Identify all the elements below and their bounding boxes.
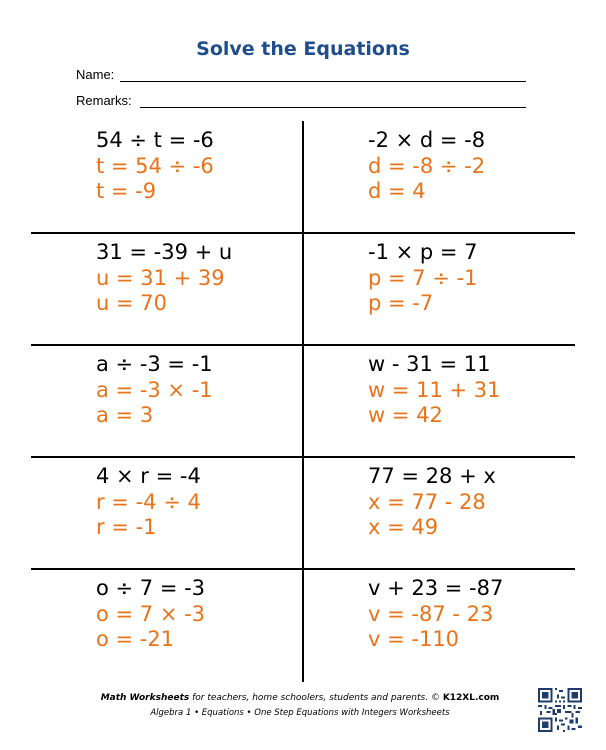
problem-answer: r = -1	[96, 515, 157, 539]
problem-answer: x = 49	[368, 515, 439, 539]
problem-question: v + 23 = -87	[368, 576, 504, 600]
name-label: Name:	[76, 67, 115, 82]
problem-5	[96, 352, 346, 429]
problem-answer: w = 42	[368, 403, 443, 427]
problem-1	[96, 128, 346, 205]
problem-step: x = 77 - 28	[368, 489, 486, 514]
problem-answer: a = 3	[96, 403, 154, 427]
problem-step: r = -4 ÷ 4	[96, 489, 201, 514]
problem-7	[96, 464, 346, 541]
problem-step: v = -87 - 23	[368, 601, 494, 626]
problem-6	[368, 352, 606, 429]
problem-step: d = -8 ÷ -2	[368, 153, 486, 178]
problem-answer: u = 70	[96, 291, 167, 315]
footer-subtitle: Algebra 1 • Equations • One Step Equations with Integers Worksheets	[150, 708, 450, 718]
grid-divider-row-1	[31, 232, 575, 234]
problem-step: u = 31 + 39	[96, 265, 225, 290]
grid-divider-row-3	[31, 456, 575, 458]
footer-tagline: for teachers, home schoolers, students and parents. ©	[189, 693, 443, 703]
problem-10	[368, 576, 606, 653]
footer-brand: Math Worksheets	[100, 693, 190, 703]
problem-step: a = -3 × -1	[96, 377, 213, 402]
problem-step: t = 54 ÷ -6	[96, 153, 214, 178]
footer-credit	[0, 693, 600, 703]
problem-question: w - 31 = 11	[368, 352, 491, 376]
problem-2	[368, 128, 606, 205]
problem-question: o ÷ 7 = -3	[96, 576, 206, 600]
problem-3	[96, 240, 346, 317]
qr-code-icon	[538, 688, 582, 732]
footer-site-link[interactable]: K12XL.com	[442, 693, 500, 703]
grid-divider-row-4	[31, 568, 575, 570]
worksheet-title: Solve the Equations	[196, 38, 410, 60]
problem-question: 31 = -39 + u	[96, 240, 233, 264]
problem-step: p = 7 ÷ -1	[368, 265, 478, 290]
remarks-label: Remarks:	[76, 93, 132, 108]
problem-answer: d = 4	[368, 179, 426, 203]
problem-8	[368, 464, 606, 541]
name-line[interactable]	[120, 81, 526, 82]
problem-grid	[31, 121, 575, 682]
problem-answer: p = -7	[368, 291, 434, 315]
problem-step: w = 11 + 31	[368, 377, 501, 402]
problem-answer: v = -110	[368, 627, 460, 651]
remarks-line[interactable]	[140, 107, 526, 108]
problem-9	[96, 576, 346, 653]
problem-answer: o = -21	[96, 627, 175, 651]
problem-question: 77 = 28 + x	[368, 464, 496, 488]
problem-question: a ÷ -3 = -1	[96, 352, 213, 376]
problem-question: 4 × r = -4	[96, 464, 201, 488]
problem-4	[368, 240, 606, 317]
problem-answer: t = -9	[96, 179, 157, 203]
problem-question: -1 × p = 7	[368, 240, 478, 264]
problem-question: -2 × d = -8	[368, 128, 486, 152]
problem-question: 54 ÷ t = -6	[96, 128, 214, 152]
grid-divider-row-2	[31, 344, 575, 346]
problem-step: o = 7 × -3	[96, 601, 206, 626]
